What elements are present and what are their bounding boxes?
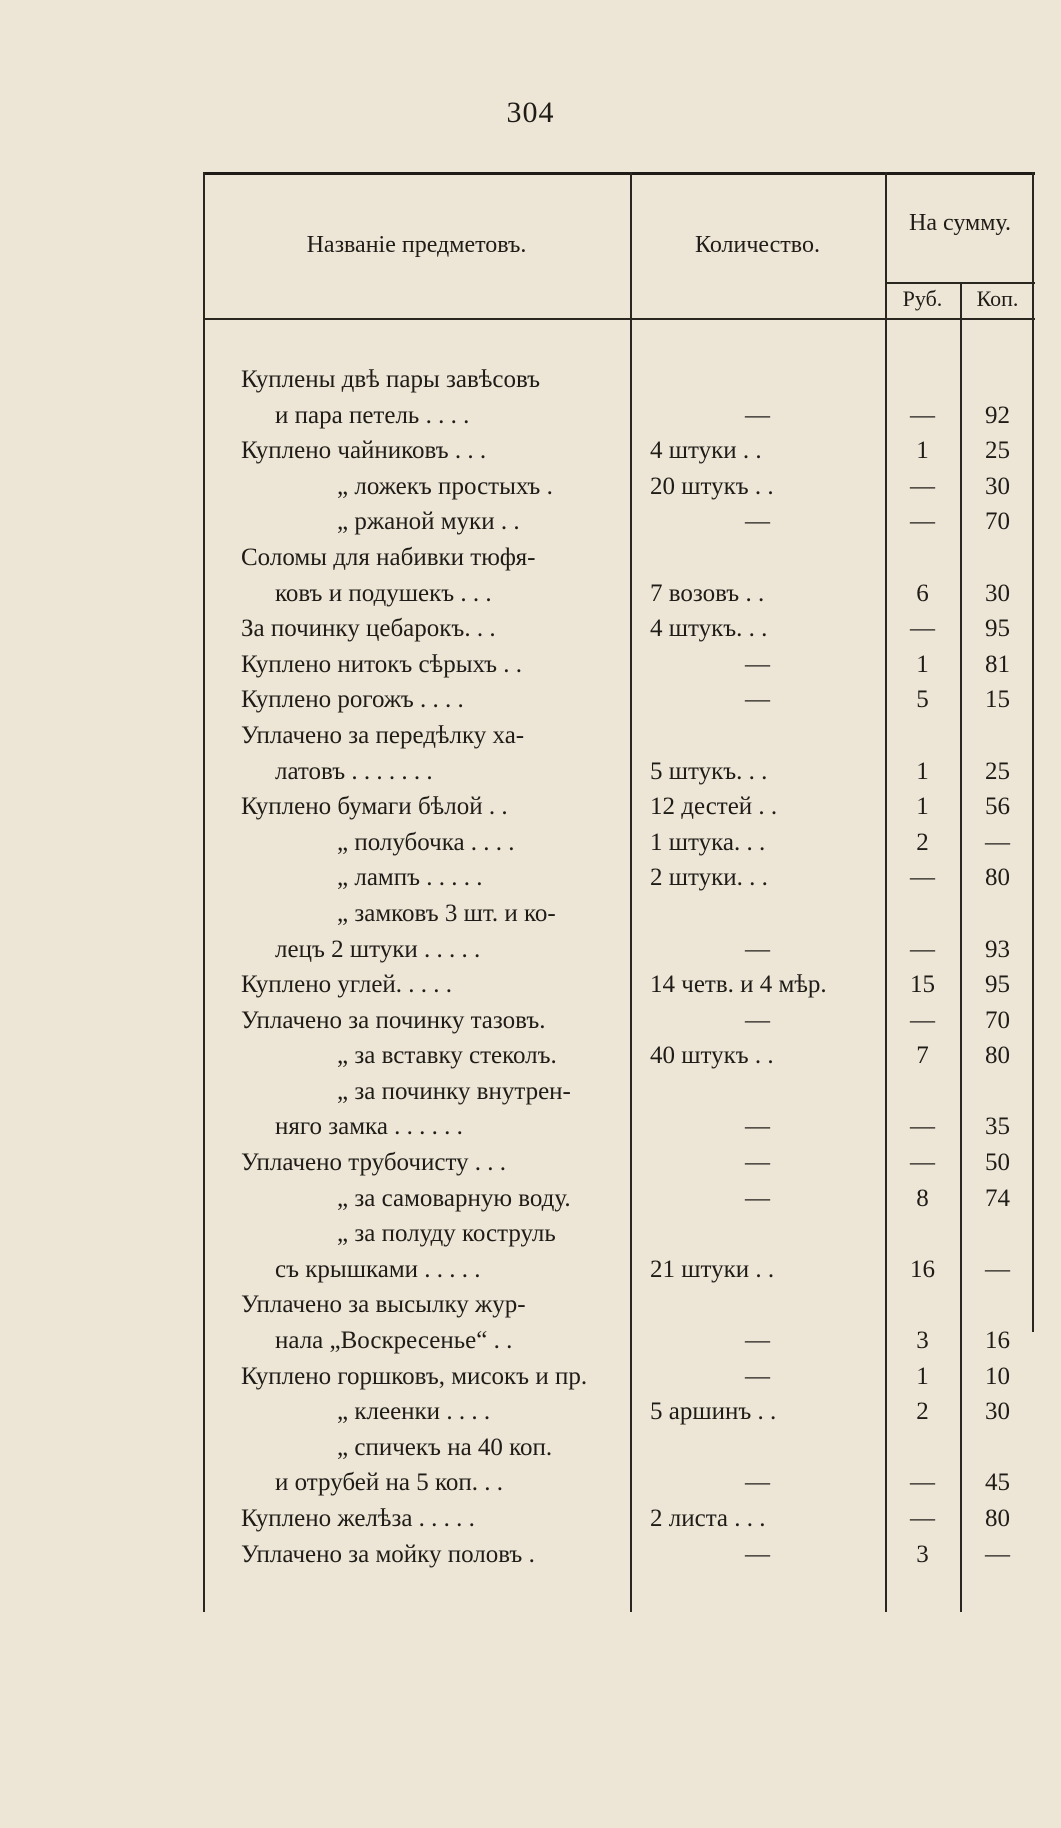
item-quantity: — — [745, 1362, 770, 1390]
item-quantity: — — [745, 1149, 770, 1177]
item-rubles: 3 — [916, 1540, 929, 1568]
item-rubles: — — [910, 864, 935, 892]
table-row — [203, 967, 1035, 1003]
item-kopecks: 95 — [985, 615, 1010, 643]
table-row — [203, 433, 1035, 469]
item-name: Соломы для набивки тюфя- — [241, 543, 536, 571]
table-row — [203, 1074, 1035, 1110]
item-name: Куплено нитокъ сѣрыхъ . . — [241, 650, 522, 678]
item-rubles: — — [910, 1469, 935, 1497]
item-rubles: — — [910, 472, 935, 500]
item-kopecks: 70 — [985, 1006, 1010, 1034]
table-row — [203, 1537, 1035, 1573]
item-kopecks: 30 — [985, 472, 1010, 500]
table-row — [203, 682, 1035, 718]
item-rubles: 7 — [916, 1042, 929, 1070]
table-row — [203, 1109, 1035, 1145]
item-kopecks: 74 — [985, 1184, 1010, 1212]
item-kopecks: 35 — [985, 1113, 1010, 1141]
item-kopecks: 25 — [985, 757, 1010, 785]
item-name: и отрубей на 5 коп. . . — [275, 1469, 503, 1497]
item-quantity: — — [745, 1006, 770, 1034]
item-name: Куплено желѣза . . . . . — [241, 1505, 475, 1532]
item-kopecks: 10 — [985, 1362, 1010, 1390]
item-name: ковъ и подушекъ . . . — [275, 579, 492, 607]
table-row — [203, 1359, 1035, 1395]
item-name: „ за самоварную воду. — [337, 1184, 571, 1212]
header-rule — [203, 318, 1035, 320]
item-name: „ лампъ . . . . . — [337, 864, 483, 892]
item-name: латовъ . . . . . . . — [275, 757, 433, 785]
item-quantity: 2 листа . . . — [650, 1505, 766, 1532]
item-name: „ ржаной муки . . — [337, 508, 520, 536]
item-name: Куплены двѣ пары завѣсовъ — [241, 366, 541, 393]
item-name: „ клеенки . . . . — [337, 1398, 491, 1426]
item-quantity: 4 штукъ. . . — [650, 615, 768, 643]
item-kopecks: 92 — [985, 401, 1010, 429]
item-kopecks: 30 — [985, 579, 1010, 607]
item-rubles: — — [910, 1006, 935, 1034]
table-row — [203, 576, 1035, 612]
item-kopecks: 70 — [985, 508, 1010, 536]
item-kopecks: 15 — [985, 686, 1010, 714]
table-row — [203, 718, 1035, 754]
table-row — [203, 362, 1035, 398]
item-rubles: 1 — [916, 757, 929, 785]
item-name: „ замковъ 3 шт. и ко- — [337, 899, 556, 927]
item-rubles: 1 — [916, 650, 929, 678]
table-row — [203, 860, 1035, 896]
item-name: Уплачено трубочисту . . . — [241, 1149, 507, 1177]
item-rubles: 1 — [916, 1362, 929, 1390]
top-rule — [203, 172, 1035, 175]
item-name: съ крышками . . . . . — [275, 1255, 481, 1283]
item-name: лецъ 2 штуки . . . . . — [275, 935, 481, 963]
item-kopecks: 25 — [985, 437, 1010, 465]
table-row — [203, 1181, 1035, 1217]
table-row — [203, 932, 1035, 968]
item-quantity: 4 штуки . . — [650, 437, 762, 465]
item-name: Куплено бумаги бѣлой . . — [241, 793, 508, 821]
table-row — [203, 754, 1035, 790]
item-rubles: 2 — [916, 828, 929, 856]
item-kopecks: — — [985, 1255, 1010, 1283]
item-name: Куплено углей. . . . . — [241, 971, 453, 999]
item-quantity: — — [745, 1540, 770, 1568]
header-sum: На сумму. — [909, 210, 1011, 236]
item-kopecks: 16 — [985, 1327, 1010, 1355]
item-kopecks: 81 — [985, 650, 1010, 678]
table-row — [203, 896, 1035, 932]
item-quantity: — — [745, 1469, 770, 1497]
item-name: Куплено горшковъ, мисокъ и пр. — [241, 1362, 588, 1390]
item-quantity: 5 штукъ. . . — [650, 757, 768, 785]
item-quantity: 7 возовъ . . — [650, 579, 765, 607]
item-name: Уплачено за починку тазовъ. — [241, 1006, 546, 1034]
table-row — [203, 1323, 1035, 1359]
item-name: „ полубочка . . . . — [337, 828, 515, 856]
item-quantity: — — [745, 1184, 770, 1212]
table-row — [203, 1216, 1035, 1252]
header-rub: Руб. — [902, 286, 943, 311]
item-name: нала „Воскресенье“ . . — [275, 1327, 513, 1355]
item-name: няго замка . . . . . . — [275, 1113, 463, 1141]
item-quantity: — — [745, 686, 770, 714]
item-rubles: 6 — [916, 579, 929, 607]
item-quantity: — — [745, 935, 770, 963]
table-row — [203, 1430, 1035, 1466]
item-kopecks: 80 — [985, 864, 1010, 892]
item-quantity: — — [745, 1327, 770, 1355]
table-row — [203, 398, 1035, 434]
item-quantity: 40 штукъ . . — [650, 1042, 774, 1070]
item-kopecks: — — [985, 1540, 1010, 1568]
item-quantity: — — [745, 508, 770, 536]
table-row — [203, 611, 1035, 647]
item-quantity: 21 штуки . . — [650, 1255, 775, 1283]
item-quantity: — — [745, 1113, 770, 1141]
item-quantity: — — [745, 401, 770, 429]
item-kopecks: 50 — [985, 1149, 1010, 1177]
table-row — [203, 1252, 1035, 1288]
item-kopecks: 45 — [985, 1469, 1010, 1497]
item-rubles: 1 — [916, 437, 929, 465]
item-quantity: — — [745, 650, 770, 678]
item-name: „ за полуду коструль — [337, 1220, 556, 1248]
item-rubles: 15 — [910, 971, 935, 999]
page-number: 304 — [506, 96, 555, 129]
table-row — [203, 1465, 1035, 1501]
item-rubles: — — [910, 1113, 935, 1141]
expense-ledger-table — [203, 172, 1035, 1617]
item-rubles: — — [910, 1505, 935, 1532]
item-kopecks: 80 — [985, 1505, 1010, 1532]
table-row — [203, 469, 1035, 505]
item-rubles: 1 — [916, 793, 929, 821]
item-quantity: 20 штукъ . . — [650, 472, 774, 500]
item-quantity: 5 аршинъ . . — [650, 1398, 777, 1426]
item-quantity: 14 четв. и 4 мѣр. — [650, 971, 827, 999]
table-row — [203, 1145, 1035, 1181]
table-row — [203, 1038, 1035, 1074]
item-rubles: 16 — [910, 1255, 935, 1283]
item-name: и пара петель . . . . — [275, 401, 470, 429]
item-quantity: 12 дестей . . — [650, 793, 778, 821]
table-row — [203, 789, 1035, 825]
header-kop: Коп. — [976, 286, 1019, 311]
item-kopecks: 80 — [985, 1042, 1010, 1070]
item-rubles: 3 — [916, 1327, 929, 1355]
item-rubles: — — [910, 1149, 935, 1177]
item-rubles: 8 — [916, 1184, 929, 1212]
item-kopecks: 95 — [985, 971, 1010, 999]
table-row — [203, 1501, 1035, 1537]
item-kopecks: 56 — [985, 793, 1010, 821]
item-name: „ за починку внутрен- — [337, 1077, 571, 1105]
table-row — [203, 1287, 1035, 1323]
header-quantity: Количество. — [695, 232, 820, 258]
item-rubles: 5 — [916, 686, 929, 714]
table-row — [203, 540, 1035, 576]
item-quantity: 2 штуки. . . — [650, 864, 768, 892]
item-name: Уплачено за высылку жур- — [241, 1291, 526, 1319]
table-row — [203, 1003, 1035, 1039]
item-rubles: — — [910, 401, 935, 429]
item-name: Куплено чайниковъ . . . — [241, 437, 487, 465]
item-name: „ за вставку стеколъ. — [337, 1042, 557, 1070]
table-row — [203, 647, 1035, 683]
ledger-rows — [203, 362, 1035, 1572]
table-row — [203, 504, 1035, 540]
item-name: Уплачено за мойку половъ . — [241, 1540, 535, 1568]
item-kopecks: 93 — [985, 935, 1010, 963]
item-rubles: 2 — [916, 1398, 929, 1426]
header-name: Названіе предметовъ. — [306, 232, 527, 258]
item-kopecks: — — [985, 828, 1010, 856]
table-row — [203, 1394, 1035, 1430]
item-kopecks: 30 — [985, 1398, 1010, 1426]
item-name: За починку цебарокъ. . . — [241, 615, 496, 643]
item-name: „ ложекъ простыхъ . — [337, 472, 553, 500]
table-row — [203, 825, 1035, 861]
item-name: Куплено рогожъ . . . . — [241, 686, 464, 714]
item-name: Уплачено за передѣлку ха- — [241, 721, 525, 749]
item-rubles: — — [910, 615, 935, 643]
item-rubles: — — [910, 508, 935, 536]
item-rubles: — — [910, 935, 935, 963]
item-quantity: 1 штука. . . — [650, 828, 766, 856]
item-name: „ спичекъ на 40 коп. — [337, 1433, 553, 1461]
